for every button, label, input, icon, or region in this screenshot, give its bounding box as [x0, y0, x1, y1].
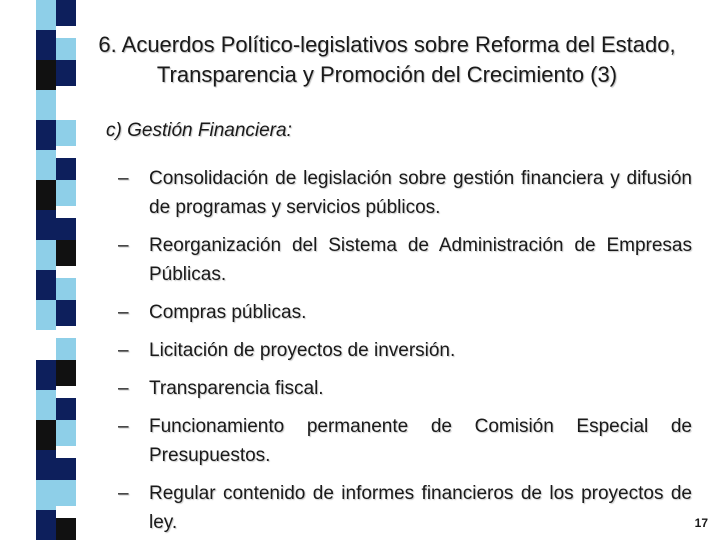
stripe-block — [56, 240, 76, 266]
dash-marker: – — [118, 340, 129, 361]
stripe-block — [36, 450, 56, 480]
stripe-block — [56, 480, 76, 506]
stripe-block — [36, 120, 56, 150]
stripe-block — [36, 390, 56, 420]
list-item — [118, 231, 692, 289]
stripe-block — [36, 480, 56, 510]
page-number: 17 — [694, 516, 708, 530]
stripe-block — [36, 360, 56, 390]
dash-marker: – — [118, 416, 129, 437]
stripe-block — [36, 330, 56, 360]
dash-marker: – — [118, 235, 129, 256]
stripe-block — [36, 0, 56, 30]
stripe-block — [56, 518, 76, 540]
dash-marker: – — [118, 378, 129, 399]
stripe-block — [36, 300, 56, 330]
stripe-block — [36, 90, 56, 120]
dash-marker: – — [118, 168, 129, 189]
list-item-text: Licitación de proyectos de inversión. — [149, 340, 456, 361]
stripe-block — [56, 120, 76, 146]
stripe-block — [56, 300, 76, 326]
stripe-block — [36, 510, 56, 540]
list-item — [118, 479, 692, 537]
stripe-block — [56, 420, 76, 446]
list-item-text: Funcionamiento permanente de Comisión Especial de Presupuestos. — [149, 416, 692, 466]
list-item — [118, 298, 692, 327]
list-item-text: Consolidación de legislación sobre gestión financiera y difusión de programas y servicios públicos. — [149, 168, 692, 218]
stripe-block — [36, 420, 56, 450]
stripe-block — [36, 180, 56, 210]
stripe-block — [36, 240, 56, 270]
stripe-block — [36, 210, 56, 240]
dash-marker: – — [118, 483, 129, 504]
list-item-text: Reorganización del Sistema de Administración de Empresas Públicas. — [149, 235, 692, 285]
list-item-text: Compras públicas. — [149, 302, 307, 323]
list-item — [118, 412, 692, 470]
dash-marker: – — [118, 302, 129, 323]
bullet-list — [118, 164, 692, 537]
list-item-text: Transparencia fiscal. — [149, 378, 324, 399]
stripe-block — [56, 0, 76, 26]
stripe-block — [56, 360, 76, 386]
stripe-block — [36, 60, 56, 90]
section-subtitle: c) Gestión Financiera: — [106, 120, 292, 141]
list-item — [118, 336, 692, 365]
list-item-text: Regular contenido de informes financieros de los proyectos de ley. — [149, 483, 692, 533]
slide-title: 6. Acuerdos Político-legislativos sobre Reforma del Estado, Transparencia y Promoción del Crecimiento (3) — [98, 32, 676, 87]
list-item — [118, 164, 692, 222]
stripe-block — [36, 150, 56, 180]
stripe-block — [56, 180, 76, 206]
stripe-block — [36, 30, 56, 60]
stripe-block — [36, 270, 56, 300]
list-item — [118, 374, 692, 403]
